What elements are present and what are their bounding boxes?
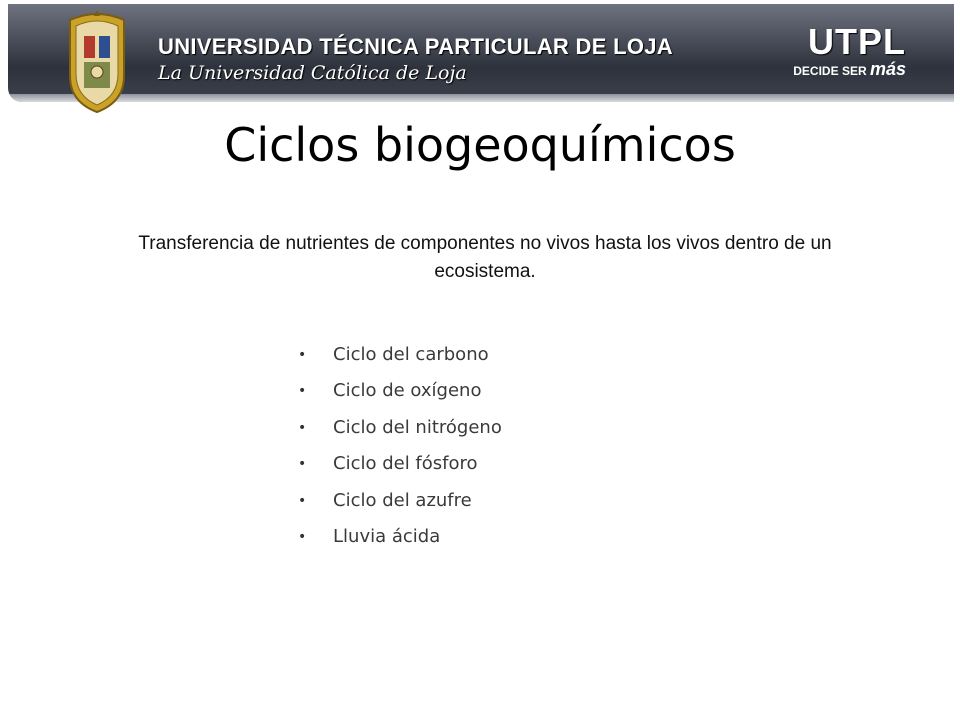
slogan-emphasis: más <box>869 59 906 79</box>
topic-label: Lluvia ácida <box>333 525 441 547</box>
topic-label: Ciclo del azufre <box>333 489 472 511</box>
slide-title: Ciclos biogeoquímicos <box>224 118 736 172</box>
list-item <box>298 376 502 412</box>
list-item <box>298 522 502 558</box>
bullet-icon: • <box>298 528 307 545</box>
university-name: UNIVERSIDAD TÉCNICA PARTICULAR DE LOJA <box>158 34 673 59</box>
bullet-icon: • <box>298 347 307 363</box>
brand-name: UTPL <box>808 21 906 62</box>
university-tagline: La Universidad Católica de Loja <box>158 62 467 84</box>
topic-label: Ciclo del carbono <box>333 344 489 365</box>
header-banner <box>8 4 954 102</box>
slogan-prefix: DECIDE SER <box>793 64 867 78</box>
topic-label: Ciclo del fósforo <box>333 453 478 475</box>
topic-label: Ciclo de oxígeno <box>333 380 482 402</box>
brand-logo <box>793 21 906 80</box>
bullet-icon: • <box>298 383 307 400</box>
bullet-icon: • <box>298 456 307 473</box>
bullet-icon: • <box>298 492 307 509</box>
slide-subtitle: Transferencia de nutrientes de componentes no vivos hasta los vivos dentro de un ecosistema. <box>138 233 832 282</box>
topic-list <box>298 340 502 558</box>
list-item <box>298 486 502 522</box>
list-item <box>298 449 502 485</box>
topic-label: Ciclo del nitrógeno <box>333 416 502 438</box>
university-crest-icon <box>64 6 130 116</box>
list-item <box>298 413 502 449</box>
brand-slogan <box>793 60 906 80</box>
list-item <box>298 340 502 376</box>
bullet-icon: • <box>298 419 307 436</box>
